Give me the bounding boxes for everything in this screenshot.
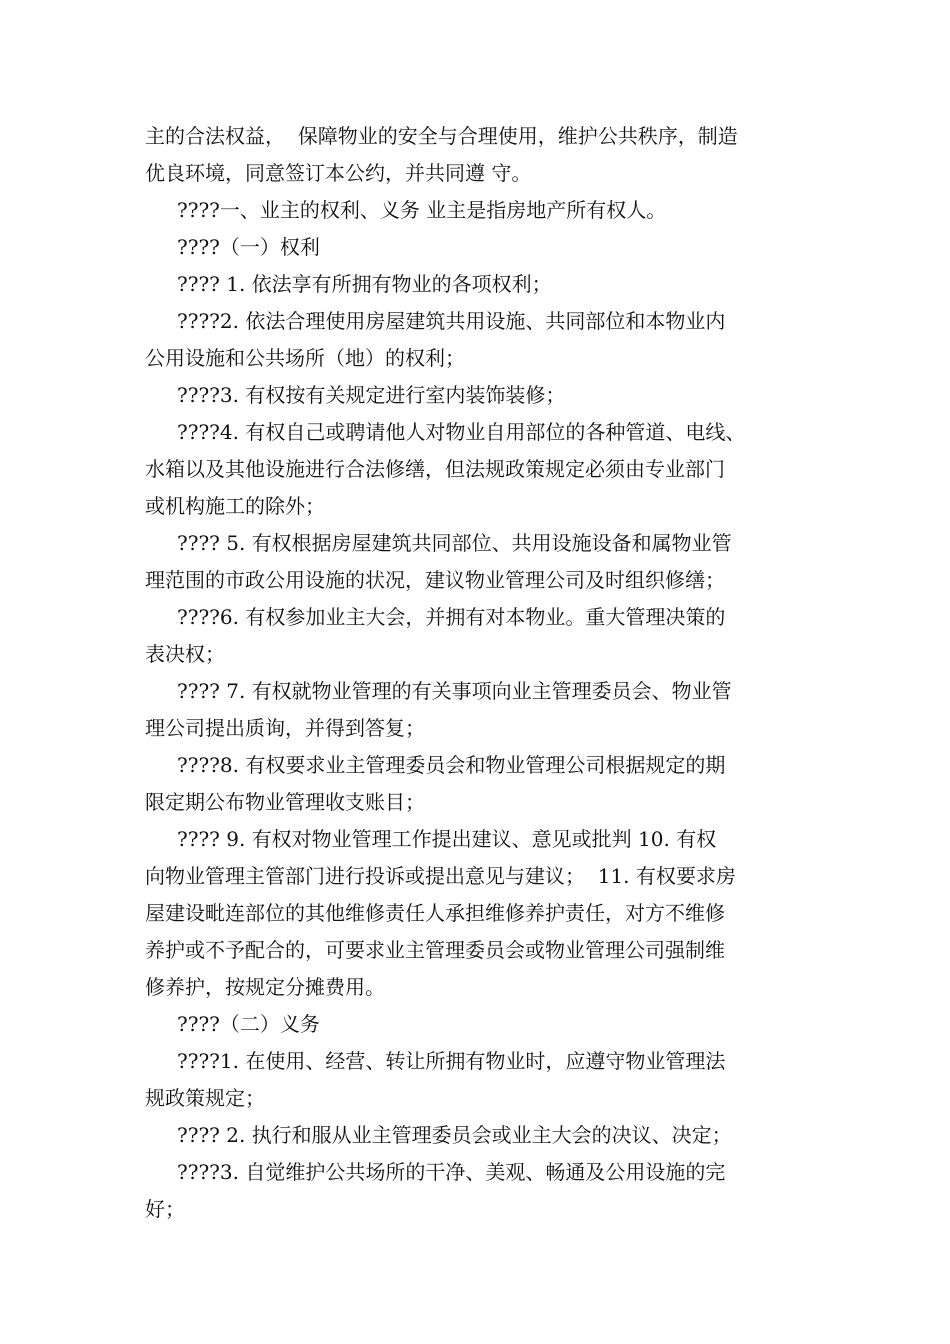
text-line: 限定期公布物业管理收支账目； [145,790,425,814]
duties-item-1: ????1. 在使用、经营、转让所拥有物业时，应遵守物业管理法 [177,1049,726,1073]
rights-item-6: ????6. 有权参加业主大会，并拥有对本物业。重大管理决策的 [177,605,726,629]
text-line: 表决权； [145,642,225,666]
section-heading-owner-rights-duties: ????一、业主的权利、义务 业主是指房地产所有权人。 [177,198,667,222]
text-line: 主的合法权益， 保障物业的安全与合理使用，维护公共秩序，制造 [145,124,738,148]
text-line: 修养护，按规定分摊费用。 [145,975,385,999]
text-line: 理公司提出质询，并得到答复； [145,716,425,740]
subsection-heading-duties: ????（二）义务 [177,1012,320,1036]
subsection-heading-rights: ????（一）权利 [177,235,320,259]
text-line: 规政策规定； [145,1086,265,1110]
rights-item-1: ???? 1. 依法享有所拥有物业的各项权利； [177,272,552,296]
rights-item-9: ???? 9. 有权对物业管理工作提出建议、意见或批判 10. 有权 [177,827,717,851]
rights-item-3: ????3. 有权按有关规定进行室内装饰装修； [177,383,566,407]
rights-item-2: ????2. 依法合理使用房屋建筑共用设施、共同部位和本物业内 [177,309,726,333]
text-line: 或机构施工的除外； [145,494,325,518]
text-line: 理范围的市政公用设施的状况，建议物业管理公司及时组织修缮； [145,568,725,592]
text-line: 养护或不予配合的，可要求业主管理委员会或物业管理公司强制维 [145,938,725,962]
rights-item-4: ????4. 有权自己或聘请他人对物业自用部位的各种管道、电线、 [177,420,746,444]
text-line: 向物业管理主管部门进行投诉或提出意见与建议； 11. 有权要求房 [145,864,736,888]
text-line: 公用设施和公共场所（地）的权利； [145,346,465,370]
rights-item-5: ???? 5. 有权根据房屋建筑共同部位、共用设施设备和属物业管 [177,531,732,555]
rights-item-7: ???? 7. 有权就物业管理的有关事项向业主管理委员会、物业管 [177,679,732,703]
text-line: 好； [145,1197,185,1221]
text-line: 水箱以及其他设施进行合法修缮，但法规政策规定必须由专业部门 [145,457,725,481]
text-line: 优良环境，同意签订本公约，并共同遵 守。 [145,161,532,185]
duties-item-2: ???? 2. 执行和服从业主管理委员会或业主大会的决议、决定； [177,1123,732,1147]
text-line: 屋建设毗连部位的其他维修责任人承担维修养护责任，对方不维修 [145,901,725,925]
rights-item-8: ????8. 有权要求业主管理委员会和物业管理公司根据规定的期 [177,753,726,777]
document-page [145,118,810,1228]
duties-item-3: ????3. 自觉维护公共场所的干净、美观、畅通及公用设施的完 [177,1160,726,1184]
